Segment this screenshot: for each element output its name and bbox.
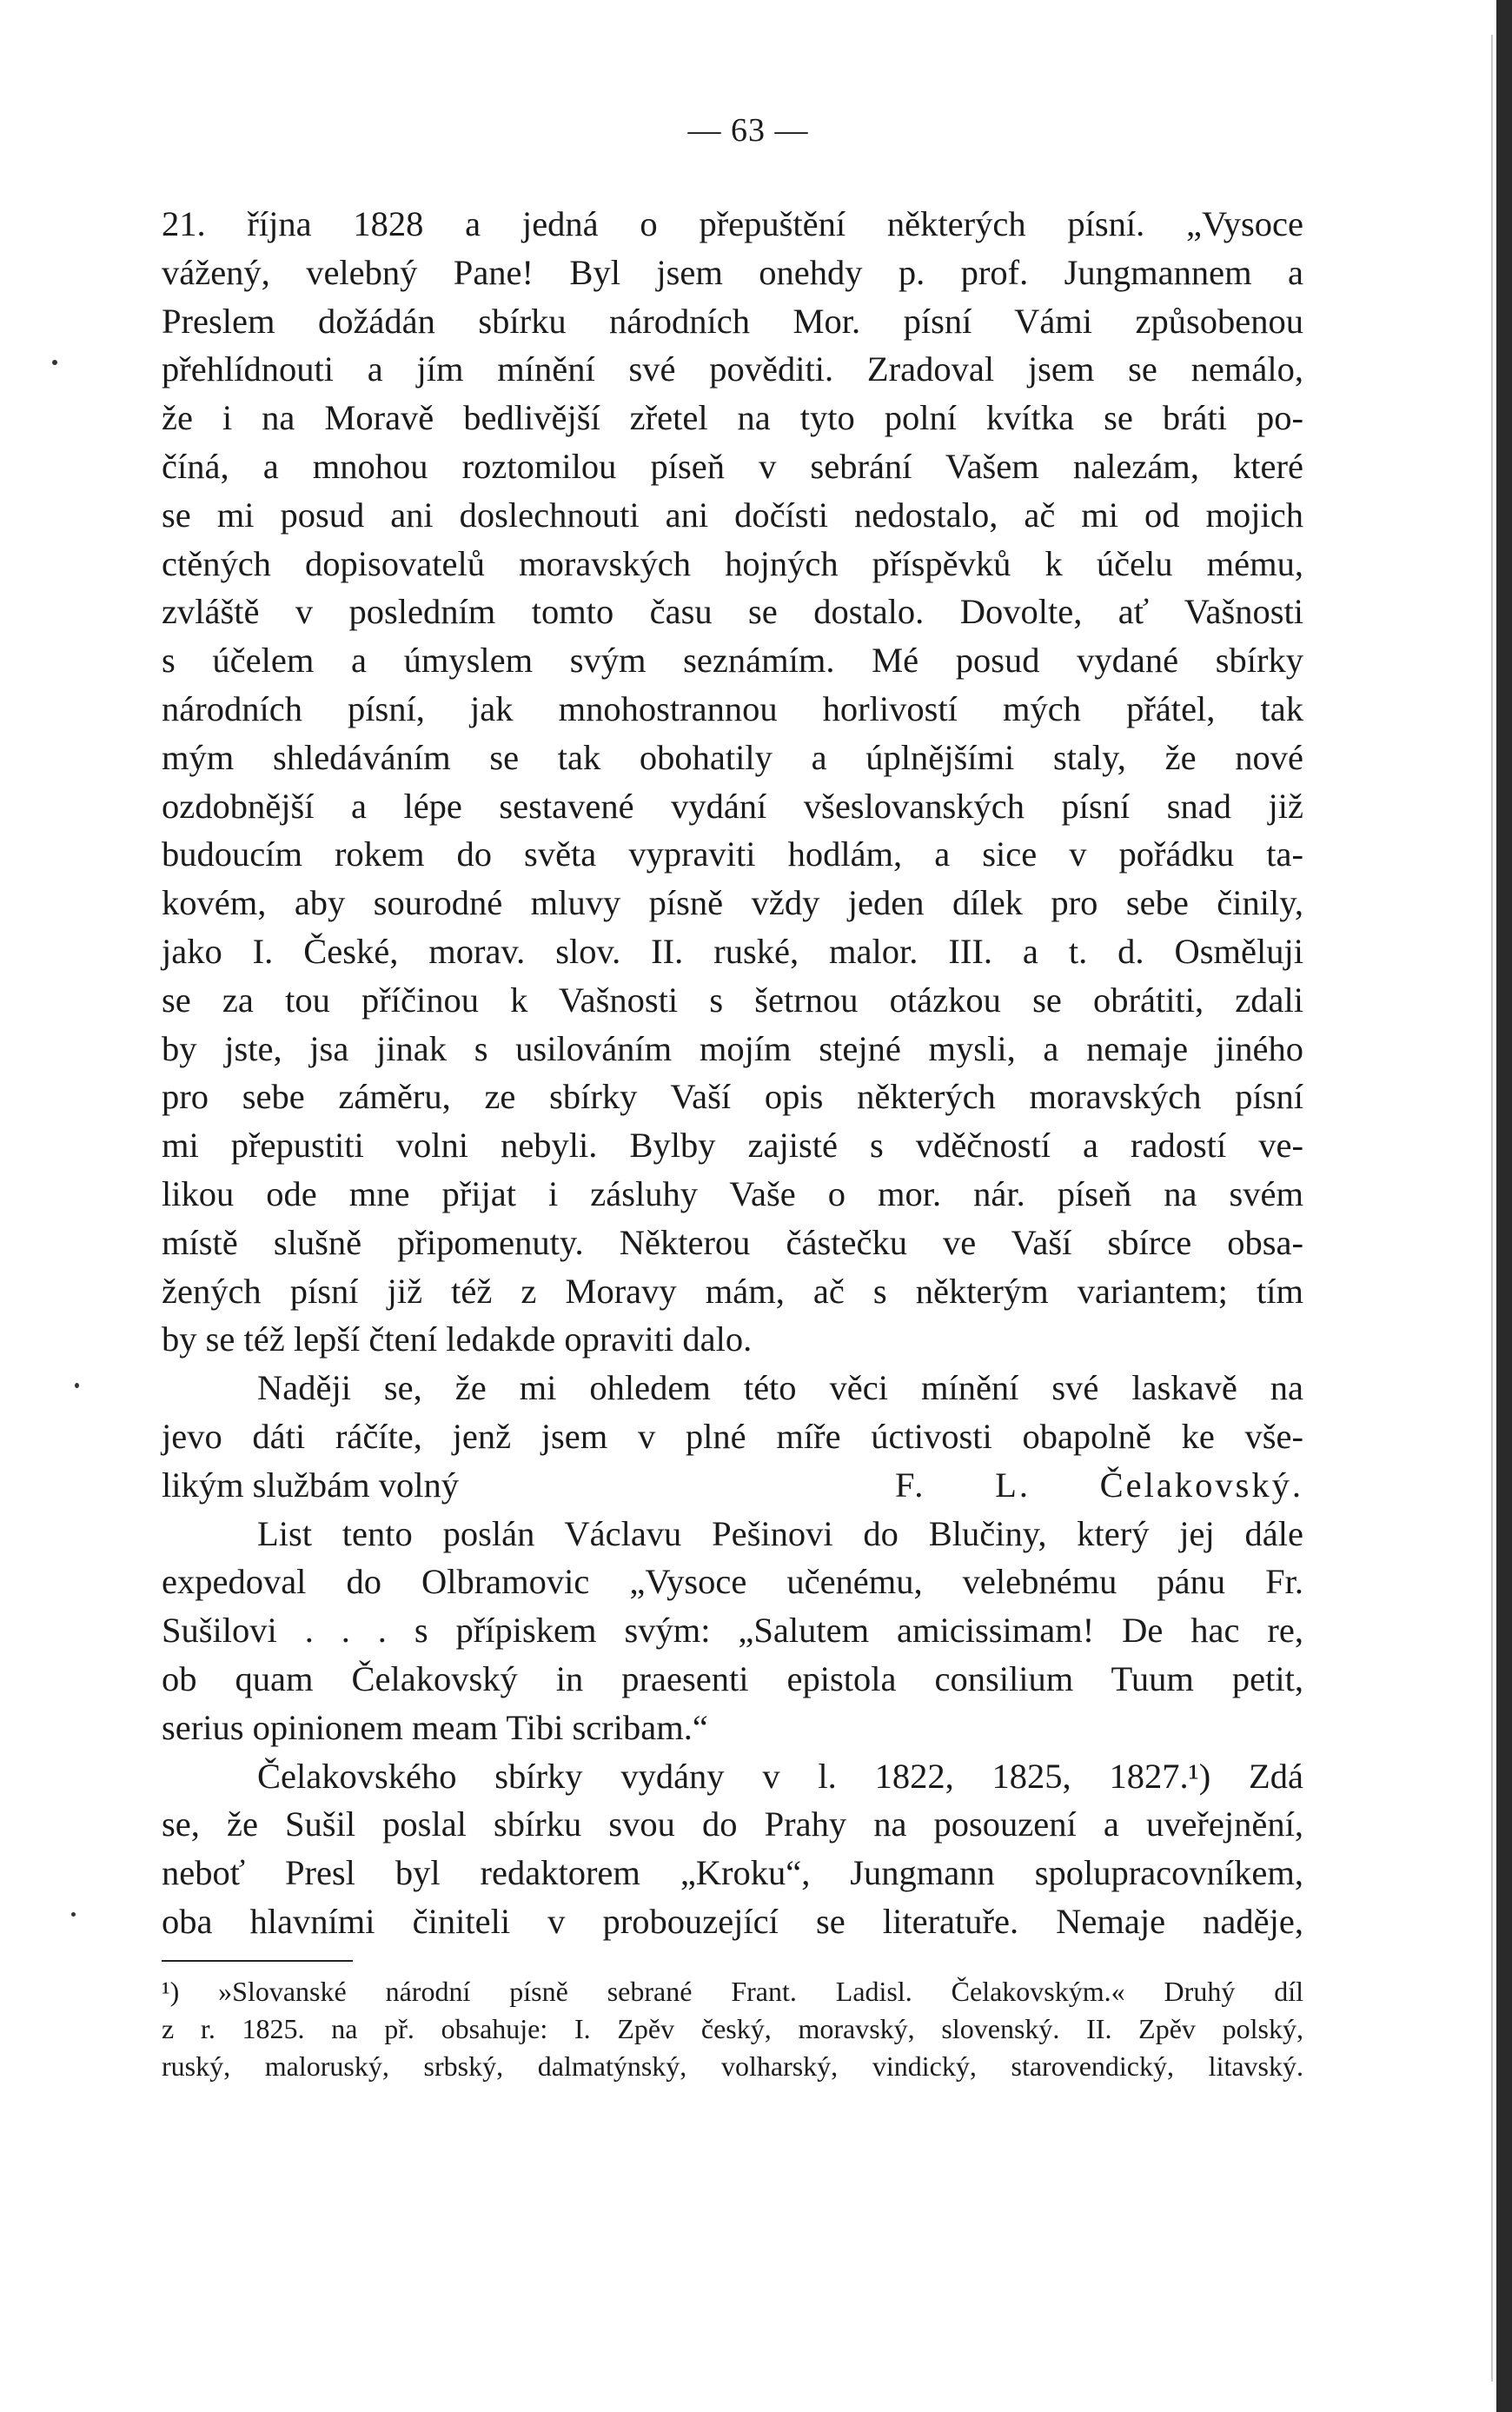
text-line: žených písní již též z Moravy mám, ač s některým variantem; tím [162,1271,1303,1311]
text-line: ctěných dopisovatelů moravských hojných příspěvků k účelu mému, [162,543,1303,583]
text-line: jako I. České, morav. slov. II. ruské, malor. III. a t. d. Osměluji [162,931,1303,971]
paragraph-closing [162,1364,1303,1509]
text-line: ob quam Čelakovský in praesenti epistola consilium Tuum petit, [162,1658,1303,1698]
scan-border [1496,0,1512,2412]
text-line: neboť Presl byl redaktorem „Kroku“, Jungmann spolupracovníkem, [162,1853,1303,1893]
text-line: oba hlavními činiteli v probouzející se literatuře. Nemaje naděje, [162,1901,1303,1941]
margin-speck [71,1912,76,1917]
text-line: Sušilovi . . . s přípiskem svým: „Salutem amicissimam! De hac re, [162,1611,1303,1651]
closing-text: likým službám volný [162,1465,459,1505]
footnote [162,1973,1303,2085]
text-line: 21. října 1828 a jedná o přepuštění některých písní. „Vysoce [162,204,1303,243]
text-line: přehlídnouti a jím mínění své pověditi. Zradoval jsem se nemálo, [162,349,1303,389]
text-line: List tento poslán Václavu Pešinovi do Blučiny, který jej dále [257,1513,1303,1553]
text-line: budoucím rokem do světa vypraviti hodlám, a sice v pořádku ta- [162,834,1303,874]
footnote-line: z r. 1825. na př. obsahuje: I. Zpěv český, moravský, slovenský. II. Zpěv polský, [162,2013,1303,2044]
margin-speck [52,360,57,365]
signature-line [162,1461,1303,1510]
text-line: zvláště v posledním tomto času se dostalo. Dovolte, ať Vašnosti [162,592,1303,632]
text-line: Naději se, že mi ohledem této věci mínění své laskavě na [257,1368,1303,1408]
text-line: že i na Moravě bedlivější zřetel na tyto polní kvítka se bráti po- [162,398,1303,438]
text-line: se, že Sušil poslal sbírku svou do Prahy na posouzení a uveřejnění, [162,1804,1303,1844]
text-line: Preslem dožádán sbírku národních Mor. písní Vámi způsobenou [162,301,1303,341]
margin-speck [75,1383,79,1388]
text-line: se mi posud ani doslechnouti ani dočísti nedostalo, ač mi od mojich [162,495,1303,535]
text-line: expedoval do Olbramovic „Vysoce učenému, velebnému pánu Fr. [162,1562,1303,1602]
paragraph-letter [162,200,1303,1364]
footnote-line: ruský, maloruský, srbský, dalmatýnský, volharský, vindický, starovendický, litavský. [162,2050,1303,2082]
text-line: vážený, velebný Pane! Byl jsem onehdy p. prof. Jungmannem a [162,252,1303,292]
text-line: číná, a mnohou roztomilou píseň v sebrání Vašem nalezám, které [162,446,1303,486]
footnote-rule [162,1960,353,1962]
text-line: místě slušně připomenuty. Některou částečku ve Vaší sbírce obsa- [162,1222,1303,1262]
signature: F. L. Čelakovský. [895,1465,1303,1505]
text-line: s účelem a úmyslem svým seznámím. Mé posud vydané sbírky [162,641,1303,681]
text-line: kovém, aby sourodné mluvy písně vždy jeden dílek pro sebe činily, [162,883,1303,923]
footnote-line: ¹) »Slovanské národní písně sebrané Frant. Ladisl. Čelakovským.« Druhý díl [162,1976,1303,2007]
paragraph-collections [162,1752,1303,1946]
paragraph-forwarding [162,1510,1303,1752]
text-line: by se též lepší čtení ledakde opraviti dalo. [162,1319,753,1359]
text-line: mi přepustiti volni nebyli. Bylby zajisté s vděčností a radostí ve- [162,1126,1303,1166]
text-line: serius opinionem meam Tibi scribam.“ [162,1707,708,1747]
page-edge-line [1491,35,1493,2382]
text-line: se za tou příčinou k Vašnosti s šetrnou otázkou se obrátiti, zdali [162,980,1303,1020]
text-line: jevo dáti ráčíte, jenž jsem v plné míře úctivosti obapolně ke vše- [162,1416,1303,1456]
text-line: by jste, jsa jinak s usilováním mojím stejné mysli, a nemaje jiného [162,1028,1303,1068]
text-line: mým shledáváním se tak obohatily a úplnějšími staly, že nové [162,737,1303,777]
text-line: ozdobnější a lépe sestavené vydání všeslovanských písní snad již [162,786,1303,826]
text-line: národních písní, jak mnohostrannou horlivostí mých přátel, tak [162,688,1303,728]
text-line: Čelakovského sbírky vydány v l. 1822, 1825, 1827.¹) Zdá [257,1756,1303,1796]
body-text [162,200,1303,1946]
page-number: — 63 — [687,112,809,149]
text-line: pro sebe záměru, ze sbírky Vaší opis některých moravských písní [162,1077,1303,1117]
text-line: likou ode mne přijat i zásluhy Vaše o mor. nár. píseň na svém [162,1173,1303,1213]
